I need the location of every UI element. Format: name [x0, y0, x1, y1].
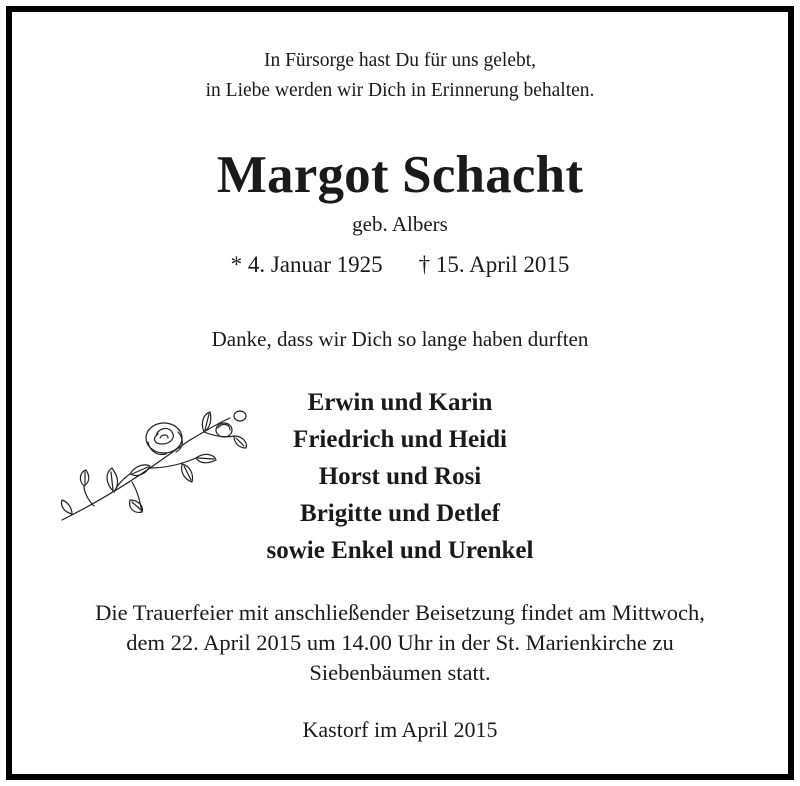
death-date: † 15. April 2015: [418, 252, 570, 277]
family-member: Erwin und Karin: [307, 389, 493, 416]
deceased-name: Margot Schacht: [216, 146, 584, 204]
motto-line-2: in Liebe werden wir Dich in Erinnerung behalten.: [205, 80, 595, 101]
life-dates: [12, 252, 788, 278]
place-date: Kastorf im April 2015: [302, 717, 498, 742]
service-line-2: dem 22. April 2015 um 14.00 Uhr in der St. Marienkirche zu: [126, 630, 674, 655]
birth-date: * 4. Januar 1925: [230, 252, 383, 277]
service-line-1: Die Trauerfeier mit anschließender Beisetzung findet am Mittwoch,: [95, 600, 705, 625]
family-member: sowie Enkel und Urenkel: [266, 537, 534, 564]
motto-line-1: In Fürsorge hast Du für uns gelebt,: [263, 50, 537, 71]
family-member: Horst und Rosi: [318, 463, 482, 490]
family-member: Friedrich und Heidi: [293, 426, 507, 453]
obituary-card: [6, 6, 794, 780]
thanks-line: Danke, dass wir Dich so lange haben durften: [211, 327, 589, 351]
maiden-name: geb. Albers: [352, 212, 448, 236]
service-line-3: Siebenbäumen statt.: [309, 660, 491, 685]
family-member: Brigitte und Detlef: [300, 500, 500, 527]
